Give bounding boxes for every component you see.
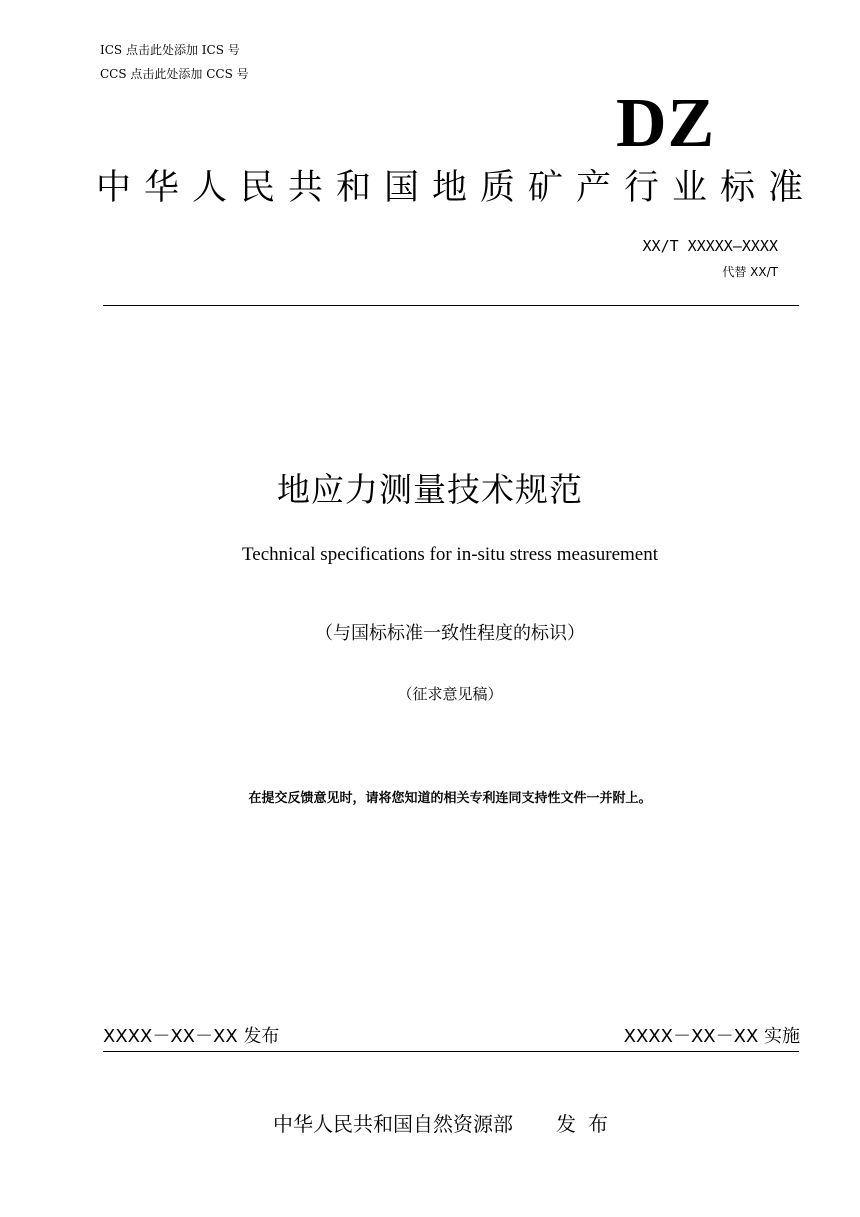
draft-status: （征求意见稿） xyxy=(397,685,503,703)
ics-number: ICS 点击此处添加 ICS 号 xyxy=(100,43,240,57)
replaces-note: 代替 XX/T xyxy=(722,265,778,279)
publish-label: 发布 xyxy=(556,1112,620,1136)
patent-notice: 在提交反馈意见时，请将您知道的相关专利连同支持性文件一并附上。 xyxy=(248,791,652,806)
standard-number: XX/T XXXXX—XXXX xyxy=(642,237,778,255)
effective-date: XXXX－XX－XX 实施 xyxy=(623,1026,800,1047)
document-title-cn: 地应力测量技术规范 xyxy=(277,470,583,509)
consistency-mark: （与国标标准一致性程度的标识） xyxy=(315,623,585,644)
dz-logo: DZ xyxy=(616,85,716,162)
top-divider xyxy=(103,305,799,306)
publisher: 中华人民共和国自然资源部 xyxy=(273,1112,513,1136)
issue-date: XXXX－XX－XX 发布 xyxy=(103,1026,280,1047)
industry-standard-title: 中华人民共和国地质矿产行业标准 xyxy=(96,168,817,208)
ccs-number: CCS 点击此处添加 CCS 号 xyxy=(100,67,249,81)
document-title-en: Technical specifications for in-situ stress measurement xyxy=(241,544,658,565)
bottom-divider xyxy=(103,1051,799,1052)
